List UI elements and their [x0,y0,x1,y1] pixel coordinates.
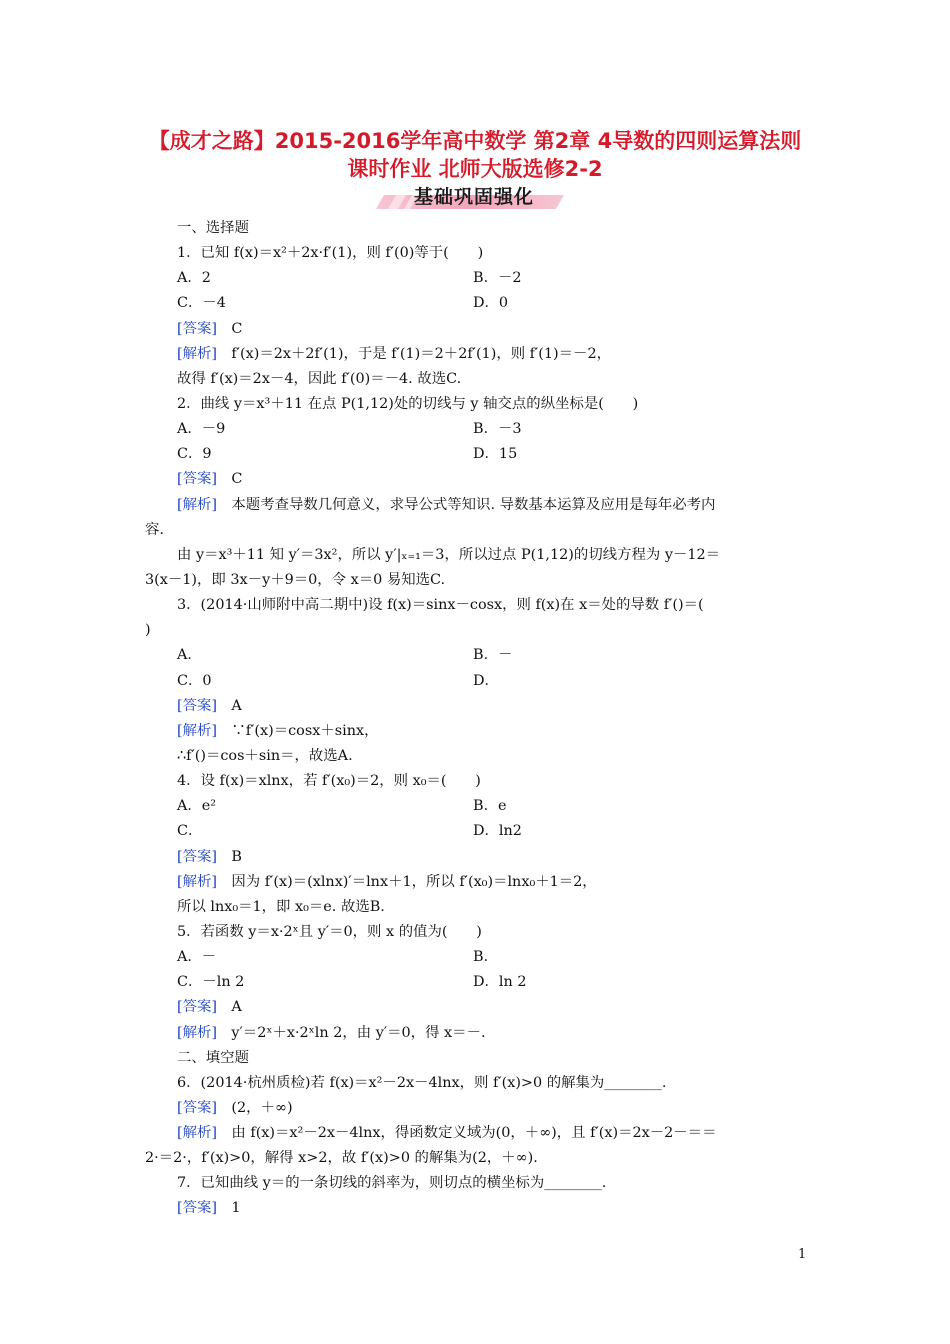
text-line [145,291,810,316]
text-line [145,518,810,543]
text-line [145,970,810,995]
text-line [145,241,810,266]
line-text: 所以 lnx₀＝1，即 x₀＝e. 故选B. [177,898,385,915]
line-text: 二、填空题 [177,1049,249,1066]
line-text: A [217,999,242,1016]
document-title-line2: 课时作业 北师大版选修2-2 [347,157,603,181]
answer-label: [答案] [177,848,218,865]
line-text: 由 y＝x³＋11 知 y′＝3x²，所以 y′|ₓ₌₁＝3，所以过点 P(1,12)的切线方程为 y－12＝ [177,546,721,563]
line-text: 6．(2014·杭州质检)若 f(x)＝x²－2x－4lnx，则 f′(x)>0 的解集为________. [177,1074,667,1091]
text-line [145,794,810,819]
answer-label: [答案] [177,1099,218,1116]
text-line [145,618,810,643]
line-text: A．－9 [177,421,226,438]
answer-label: [解析] [177,496,218,513]
answer-label: [解析] [177,873,218,890]
line-text: C．9 [177,446,212,463]
line-text: 2·＝2·，f′(x)>0，解得 x>2，故 f′(x)>0 的解集为(2，＋∞). [145,1150,538,1167]
option-right: B． [473,949,498,966]
page-number: 1 [798,1247,807,1262]
line-text: C．－ln 2 [177,974,245,991]
line-text: A [217,697,242,714]
text-line [145,568,810,593]
answer-label: [解析] [177,722,218,739]
text-line [145,392,810,417]
line-text: A． [177,647,202,664]
line-text: f′(x)＝2x＋2f′(1)，于是 f′(1)＝2＋2f′(1)，则 f′(1)＝－2， [217,345,611,362]
text-line [145,744,810,769]
text-line [145,769,810,794]
line-text: C． [177,823,203,840]
line-text: C．－4 [177,295,226,312]
option-right: B．e [473,798,507,815]
line-text: B [217,848,242,865]
text-line [145,1046,810,1071]
text-line [145,493,810,518]
text-line [145,1146,810,1171]
text-line [145,467,810,492]
option-right: D．ln 2 [473,974,527,991]
line-text: A．－ [177,949,217,966]
text-line [145,442,810,467]
line-text: ∴f′()＝cos＋sin＝，故选A. [177,747,353,764]
text-line [145,669,810,694]
line-text: 由 f(x)＝x²－2x－4lnx，得函数定义域为(0，＋∞)，且 f′(x)＝2x－2－＝＝ [217,1125,717,1142]
answer-label: [答案] [177,697,218,714]
answer-label: [答案] [177,1200,218,1217]
text-line [145,367,810,392]
text-line [145,342,810,367]
line-text: (2，＋∞) [217,1099,293,1116]
line-text: 1．已知 f(x)＝x²＋2x·f′(1)，则 f′(0)等于( ) [177,245,484,262]
text-line [145,819,810,844]
line-text: 3(x－1)，即 3x－y＋9＝0，令 x＝0 易知选C. [145,571,446,588]
text-line [145,895,810,920]
answer-label: [答案] [177,471,218,488]
text-line [145,870,810,895]
document-body [145,216,810,1222]
text-line [145,1071,810,1096]
option-right: B．－ [473,647,513,664]
option-right: D．ln2 [473,823,522,840]
text-line [145,317,810,342]
line-text: 2．曲线 y＝x³＋11 在点 P(1,12)处的切线与 y 轴交点的纵坐标是( ) [177,395,639,412]
document-title-line1: 【成才之路】2015-2016学年高中数学 第2章 4导数的四则运算法则 [148,129,802,153]
text-line [145,694,810,719]
line-text: 一、选择题 [177,220,249,236]
line-text: 5．若函数 y＝x·2ˣ且 y′＝0，则 x 的值为( ) [177,923,482,940]
line-text: 1 [217,1200,241,1217]
line-text: y′＝2ˣ＋x·2ˣln 2，由 y′＝0，得 x＝－. [217,1024,486,1041]
option-right: B．－3 [473,421,522,438]
line-text: 本题考查导数几何意义，求导公式等知识. 导数基本运算及应用是每年必考内 [217,496,716,513]
option-right: B．－2 [473,270,522,287]
option-right: D． [473,672,499,689]
line-text: 故得 f′(x)＝2x－4，因此 f′(0)＝－4. 故选C. [177,370,462,387]
text-line [145,1021,810,1046]
text-line [145,266,810,291]
line-text: 因为 f′(x)＝(xlnx)′＝lnx＋1，所以 f′(x₀)＝lnx₀＋1＝2， [217,873,597,890]
text-line [145,719,810,744]
option-right: D．15 [473,446,518,463]
text-line [145,1171,810,1196]
text-line [145,643,810,668]
text-line [145,995,810,1020]
answer-label: [解析] [177,1125,218,1142]
line-text: 容. [145,521,164,538]
text-line [145,216,810,241]
answer-label: [答案] [177,320,218,337]
text-line [145,920,810,945]
line-text: 3．(2014·山师附中高二期中)设 f(x)＝sinx－cosx，则 f(x)在 x＝处的导数 f′()＝( [177,597,704,614]
line-text: ) [145,622,151,639]
line-text: C [217,320,243,337]
line-text: A．2 [177,270,211,287]
text-line [145,593,810,618]
text-line [145,1096,810,1121]
answer-label: [解析] [177,1024,218,1041]
line-text: C．0 [177,672,212,689]
line-text: 7．已知曲线 y＝的一条切线的斜率为，则切点的横坐标为________. [177,1175,607,1192]
option-right: D．0 [473,295,509,312]
line-text: 4．设 f(x)＝xlnx，若 f′(x₀)＝2，则 x₀＝( ) [177,773,481,790]
text-line [145,1196,810,1221]
text-line [145,417,810,442]
answer-label: [解析] [177,345,218,362]
line-text: C [217,471,243,488]
answer-label: [答案] [177,999,218,1016]
line-text: A．e² [177,798,217,815]
text-line [145,1121,810,1146]
section-banner-title: 基础巩固强化 [413,186,534,208]
line-text: ∵f′(x)＝cosx＋sinx， [217,722,379,739]
text-line [145,945,810,970]
text-line [145,845,810,870]
text-line [145,543,810,568]
